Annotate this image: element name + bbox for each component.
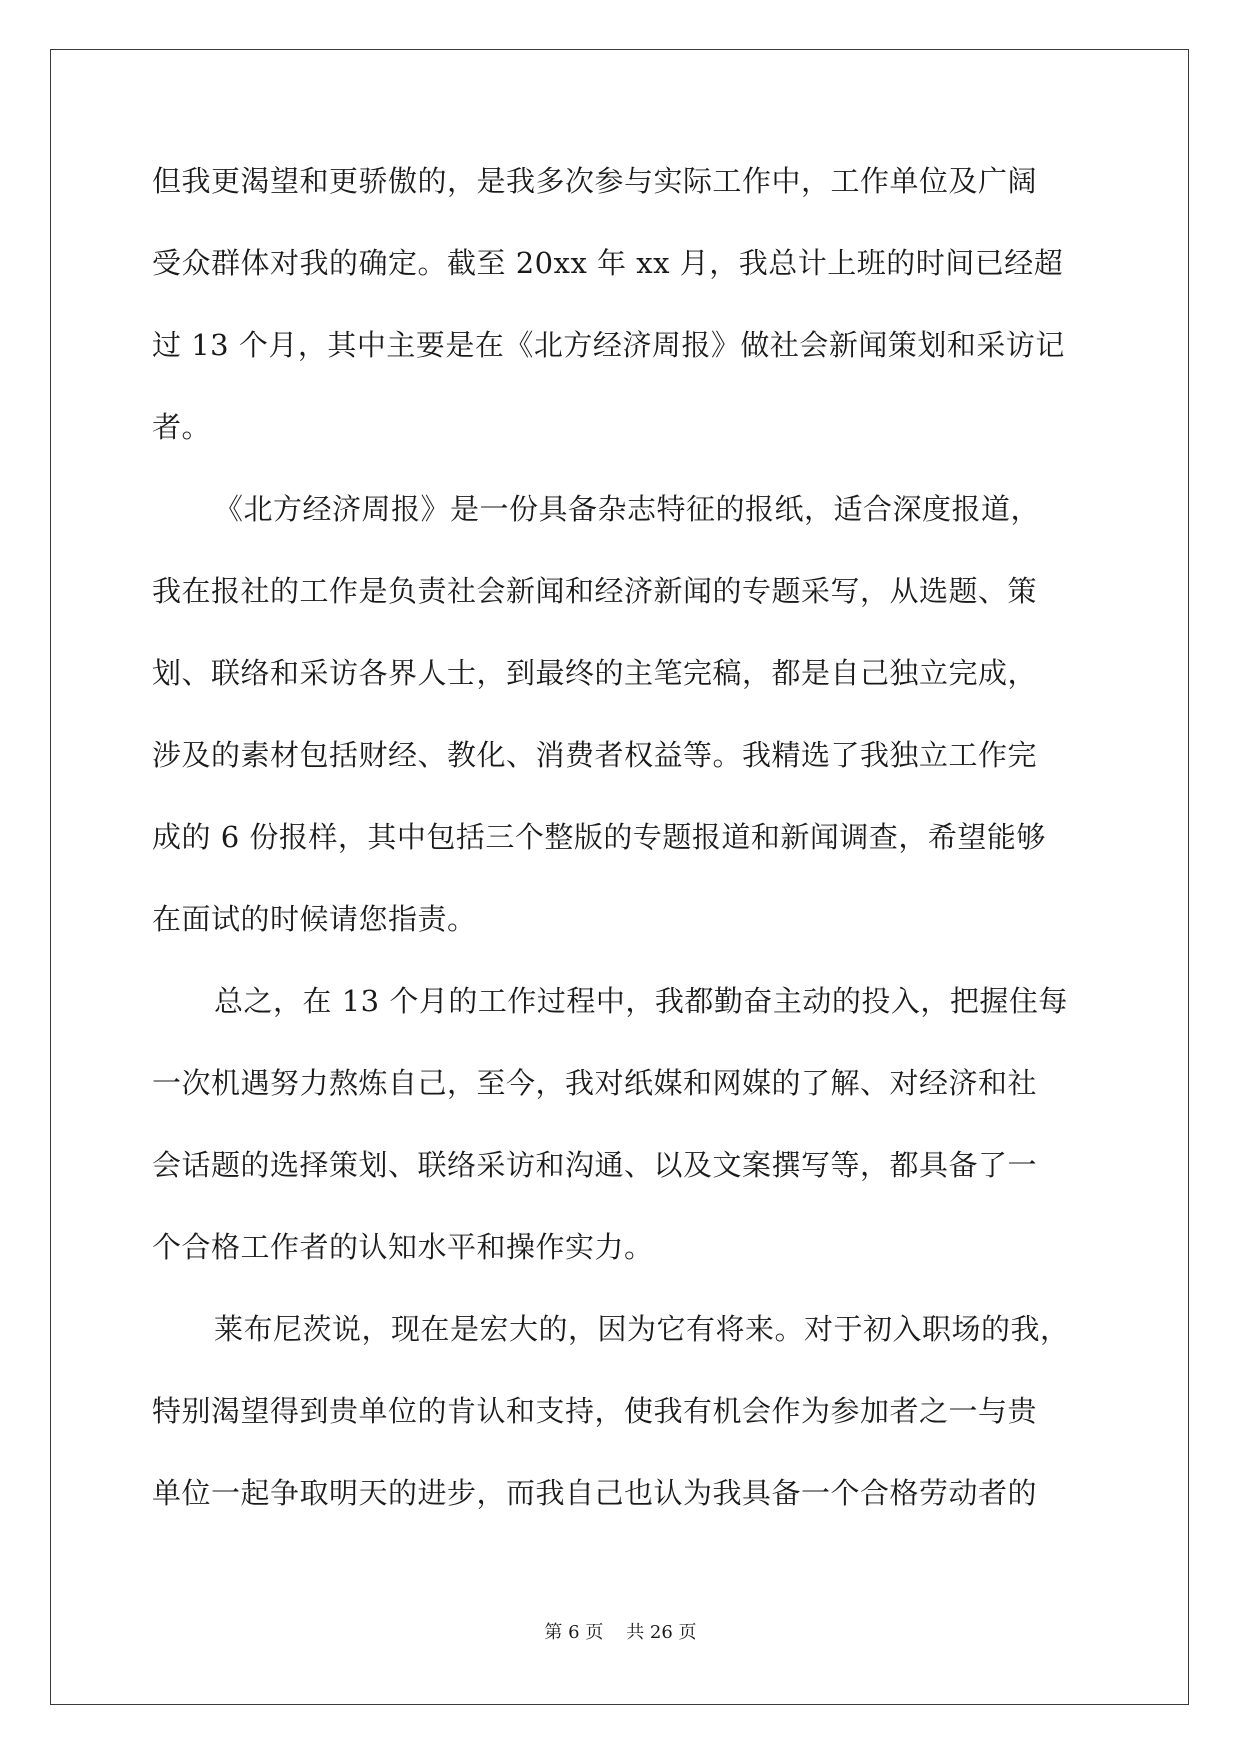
document-body [152, 152, 1112, 1546]
text-line: 但我更渴望和更骄傲的，是我多次参与实际工作中，工作单位及广阔 [152, 164, 1038, 198]
text-line: 受众群体对我的确定。截至 20xx 年 xx 月，我总计上班的时间已经超 [152, 246, 1064, 280]
text-line: 一次机遇努力熬炼自己，至今，我对纸媒和网媒的了解、对经济和社 [152, 1066, 1038, 1100]
paragraph-first-line: 《北方经济周报》是一份具备杂志特征的报纸，适合深度报道， [214, 492, 1041, 526]
text-line: 涉及的素材包括财经、教化、消费者权益等。我精选了我独立工作完 [152, 738, 1038, 772]
text-line: 在面试的时候请您指责。 [152, 902, 477, 936]
text-line: 者。 [152, 410, 212, 444]
text-line: 特别渴望得到贵单位的肯认和支持，使我有机会作为参加者之一与贵 [152, 1394, 1038, 1428]
paragraph-first-line: 总之，在 13 个月的工作过程中，我都勤奋主动的投入，把握住每 [214, 984, 1068, 1018]
text-line: 单位一起争取明天的进步，而我自己也认为我具备一个合格劳动者的 [152, 1476, 1038, 1510]
text-line: 我在报社的工作是负责社会新闻和经济新闻的专题采写，从选题、策 [152, 574, 1038, 608]
text-line: 过 13 个月，其中主要是在《北方经济周报》做社会新闻策划和采访记 [152, 328, 1065, 362]
text-line: 成的 6 份报样，其中包括三个整版的专题报道和新闻调查，希望能够 [152, 820, 1046, 854]
paragraph-first-line: 莱布尼茨说，现在是宏大的，因为它有将来。对于初入职场的我， [214, 1312, 1070, 1346]
text-line: 会话题的选择策划、联络采访和沟通、以及文案撰写等，都具备了一 [152, 1148, 1038, 1182]
text-line: 划、联络和采访各界人士，到最终的主笔完稿，都是自己独立完成， [152, 656, 1038, 690]
text-line: 个合格工作者的认知水平和操作实力。 [152, 1230, 654, 1264]
page-number-footer: 第 6 页 共 26 页 [544, 1622, 697, 1643]
